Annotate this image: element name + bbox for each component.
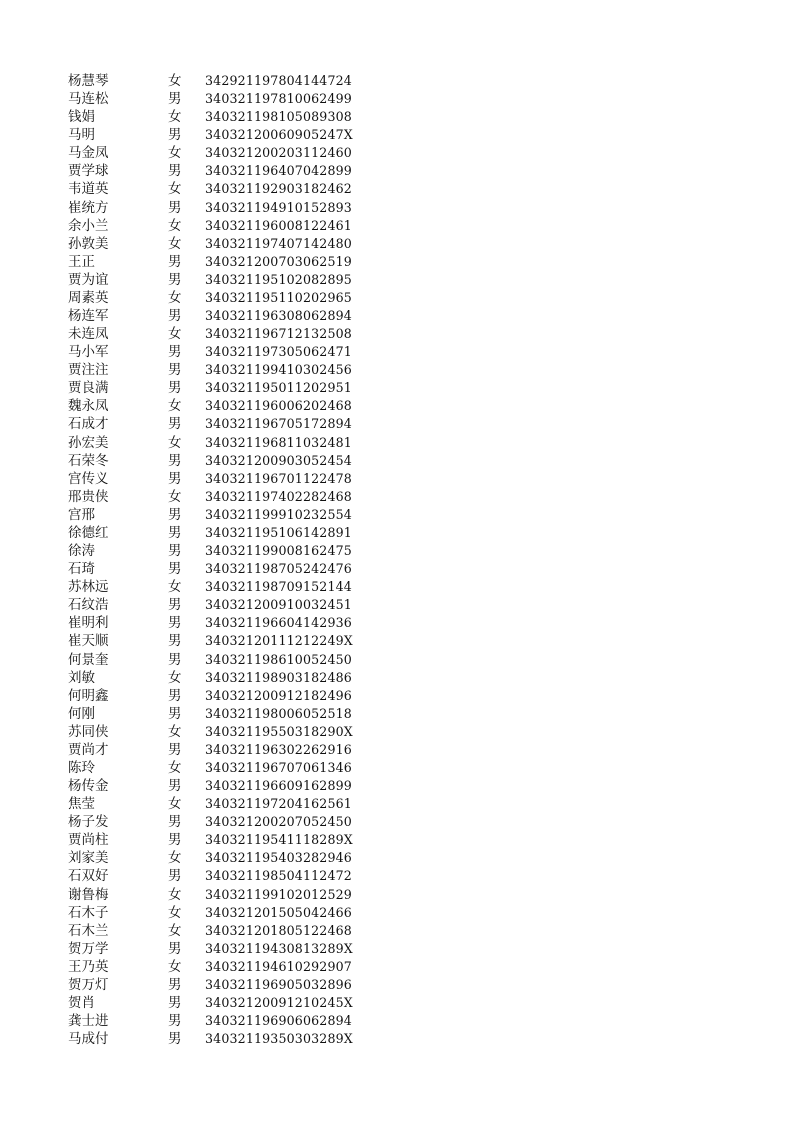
record-row — [0, 741, 793, 759]
person-gender: 女 — [168, 579, 182, 596]
person-id-number: 340321196308062894 — [205, 308, 352, 324]
person-name: 苏同侠 — [68, 723, 109, 740]
person-name: 未连凤 — [68, 326, 109, 343]
person-id-number: 340321196006202468 — [205, 398, 352, 414]
person-id-number: 340321196302262916 — [205, 741, 352, 757]
person-gender: 男 — [168, 705, 182, 722]
person-id-number: 340321200703062519 — [205, 253, 352, 269]
person-gender: 男 — [168, 470, 182, 487]
record-row — [0, 1012, 793, 1030]
person-gender: 男 — [168, 91, 182, 108]
record-row — [0, 669, 793, 687]
person-id-number: 342921197804144724 — [205, 73, 352, 88]
person-name: 魏永凤 — [68, 398, 109, 415]
person-name: 杨子发 — [68, 814, 109, 831]
person-gender: 男 — [168, 597, 182, 614]
person-name: 贺万学 — [68, 940, 109, 957]
person-gender: 女 — [168, 759, 182, 776]
record-row — [0, 1030, 793, 1048]
person-id-number: 34032119550318290X — [205, 723, 353, 739]
person-name: 宫传义 — [68, 470, 109, 487]
person-gender: 男 — [168, 344, 182, 361]
record-row — [0, 271, 793, 289]
record-row — [0, 180, 793, 198]
record-row — [0, 379, 793, 397]
person-id-number: 340321196604142936 — [205, 615, 352, 631]
record-row — [0, 72, 793, 90]
person-name: 钱娟 — [68, 109, 95, 126]
record-row — [0, 831, 793, 849]
person-name: 崔明利 — [68, 615, 109, 632]
person-id-number: 340321197204162561 — [205, 796, 352, 812]
person-id-number: 340321195403282946 — [205, 850, 352, 866]
record-row — [0, 415, 793, 433]
person-name: 龚士进 — [68, 1013, 109, 1030]
person-gender: 男 — [168, 416, 182, 433]
record-row — [0, 126, 793, 144]
person-name: 石琦 — [68, 561, 95, 578]
person-name: 贾尚柱 — [68, 832, 109, 849]
person-gender: 男 — [168, 561, 182, 578]
record-row — [0, 289, 793, 307]
person-name: 贺万灯 — [68, 976, 109, 993]
person-id-number: 340321200912182496 — [205, 687, 352, 703]
person-name: 徐德红 — [68, 524, 109, 541]
person-name: 崔天顺 — [68, 633, 109, 650]
person-gender: 女 — [168, 217, 182, 234]
person-gender: 男 — [168, 778, 182, 795]
person-name: 杨慧琴 — [68, 73, 109, 89]
person-name: 马成付 — [68, 1031, 109, 1048]
record-row — [0, 434, 793, 452]
person-name: 焦莹 — [68, 796, 95, 813]
person-gender: 男 — [168, 524, 182, 541]
person-name: 何明鑫 — [68, 687, 109, 704]
person-gender: 女 — [168, 326, 182, 343]
person-gender: 男 — [168, 1013, 182, 1030]
record-row — [0, 542, 793, 560]
person-name: 崔统方 — [68, 199, 109, 216]
person-gender: 男 — [168, 832, 182, 849]
person-id-number: 34032120091210245X — [205, 994, 353, 1010]
record-row — [0, 886, 793, 904]
record-row — [0, 361, 793, 379]
person-id-number: 340321198006052518 — [205, 705, 352, 721]
person-name: 孙宏美 — [68, 434, 109, 451]
person-gender: 女 — [168, 723, 182, 740]
person-name: 杨连军 — [68, 308, 109, 325]
record-row — [0, 759, 793, 777]
record-row — [0, 849, 793, 867]
person-gender: 男 — [168, 687, 182, 704]
person-id-number: 34032119430813289X — [205, 940, 353, 956]
person-id-number: 340321196705172894 — [205, 416, 352, 432]
person-id-number: 340321194910152893 — [205, 199, 352, 215]
record-row — [0, 524, 793, 542]
person-name: 贾为谊 — [68, 271, 109, 288]
person-name: 陈玲 — [68, 759, 95, 776]
record-row — [0, 506, 793, 524]
person-name: 贺肖 — [68, 994, 95, 1011]
person-gender: 女 — [168, 904, 182, 921]
record-row — [0, 651, 793, 669]
person-gender: 女 — [168, 958, 182, 975]
person-name: 石荣冬 — [68, 452, 109, 469]
person-id-number: 340321197810062499 — [205, 91, 352, 107]
person-gender: 男 — [168, 308, 182, 325]
person-gender: 男 — [168, 362, 182, 379]
person-gender: 女 — [168, 922, 182, 939]
person-name: 马连松 — [68, 91, 109, 108]
record-row — [0, 632, 793, 650]
person-name: 王乃英 — [68, 958, 109, 975]
person-name: 贾良满 — [68, 380, 109, 397]
record-row — [0, 560, 793, 578]
record-row — [0, 108, 793, 126]
person-id-number: 34032120111212249X — [205, 633, 353, 649]
record-row — [0, 687, 793, 705]
person-id-number: 340321196701122478 — [205, 470, 352, 486]
person-id-number: 340321201505042466 — [205, 904, 352, 920]
person-gender: 男 — [168, 814, 182, 831]
record-row — [0, 343, 793, 361]
person-name: 石成才 — [68, 416, 109, 433]
person-id-number: 340321195102082895 — [205, 271, 352, 287]
person-id-number: 340321199008162475 — [205, 543, 352, 559]
person-id-number: 34032119541118289X — [205, 832, 353, 848]
person-gender: 男 — [168, 741, 182, 758]
person-id-number: 340321201805122468 — [205, 922, 352, 938]
person-gender: 男 — [168, 199, 182, 216]
person-id-number: 340321196811032481 — [205, 434, 352, 450]
person-id-number: 340321196008122461 — [205, 217, 352, 233]
person-name: 贾尚才 — [68, 741, 109, 758]
person-id-number: 340321194610292907 — [205, 958, 352, 974]
person-id-number: 340321198105089308 — [205, 109, 352, 125]
person-gender: 男 — [168, 163, 182, 180]
person-id-number: 340321198705242476 — [205, 561, 352, 577]
record-row — [0, 867, 793, 885]
person-gender: 男 — [168, 506, 182, 523]
person-name: 贾注注 — [68, 362, 109, 379]
person-gender: 女 — [168, 488, 182, 505]
person-id-number: 340321192903182462 — [205, 181, 352, 197]
person-gender: 男 — [168, 1031, 182, 1048]
record-row — [0, 397, 793, 415]
person-name: 谢鲁梅 — [68, 886, 109, 903]
person-name: 石木兰 — [68, 922, 109, 939]
person-name: 余小兰 — [68, 217, 109, 234]
person-name: 石木子 — [68, 904, 109, 921]
person-name: 苏林远 — [68, 579, 109, 596]
person-id-number: 340321198903182486 — [205, 669, 352, 685]
record-row — [0, 922, 793, 940]
person-id-number: 340321196712132508 — [205, 326, 352, 342]
person-id-number: 340321200203112460 — [205, 145, 352, 161]
person-id-number: 340321195110202965 — [205, 289, 352, 305]
person-name: 邢贵侠 — [68, 488, 109, 505]
record-row — [0, 578, 793, 596]
record-row — [0, 217, 793, 235]
person-name: 孙敦美 — [68, 235, 109, 252]
person-id-number: 340321197305062471 — [205, 344, 352, 360]
record-row — [0, 325, 793, 343]
record-row — [0, 614, 793, 632]
person-name: 石纹浩 — [68, 597, 109, 614]
person-id-number: 340321200903052454 — [205, 452, 352, 468]
person-gender: 女 — [168, 145, 182, 162]
record-row — [0, 162, 793, 180]
person-name: 何刚 — [68, 705, 95, 722]
record-row — [0, 813, 793, 831]
person-gender: 男 — [168, 380, 182, 397]
person-gender: 女 — [168, 796, 182, 813]
person-id-number: 340321198709152144 — [205, 579, 352, 595]
person-id-number: 340321196905032896 — [205, 976, 352, 992]
record-row — [0, 976, 793, 994]
record-row — [0, 596, 793, 614]
record-row — [0, 199, 793, 217]
person-gender: 男 — [168, 271, 182, 288]
record-row — [0, 144, 793, 162]
person-id-number: 340321195106142891 — [205, 524, 352, 540]
person-id-number: 340321199102012529 — [205, 886, 352, 902]
record-row — [0, 994, 793, 1012]
person-id-number: 340321198504112472 — [205, 868, 352, 884]
person-id-number: 340321196707061346 — [205, 759, 352, 775]
record-row — [0, 723, 793, 741]
person-id-number: 340321197402282468 — [205, 488, 352, 504]
person-gender: 女 — [168, 886, 182, 903]
person-id-number: 340321197407142480 — [205, 235, 352, 251]
person-gender: 女 — [168, 73, 182, 89]
person-gender: 女 — [168, 181, 182, 198]
person-id-number: 340321199910232554 — [205, 506, 352, 522]
record-row — [0, 90, 793, 108]
person-name: 何景奎 — [68, 651, 109, 668]
person-name: 贾学球 — [68, 163, 109, 180]
person-gender: 女 — [168, 289, 182, 306]
person-id-number: 340321196407042899 — [205, 163, 352, 179]
record-list — [0, 72, 793, 1048]
person-name: 刘敏 — [68, 669, 95, 686]
record-row — [0, 235, 793, 253]
person-name: 马小军 — [68, 344, 109, 361]
person-name: 宫邢 — [68, 506, 95, 523]
record-row — [0, 470, 793, 488]
person-gender: 男 — [168, 253, 182, 270]
person-name: 刘家美 — [68, 850, 109, 867]
record-row — [0, 705, 793, 723]
record-row — [0, 253, 793, 271]
person-id-number: 340321200207052450 — [205, 814, 352, 830]
person-name: 马明 — [68, 127, 95, 144]
person-gender: 女 — [168, 669, 182, 686]
person-id-number: 340321200910032451 — [205, 597, 352, 613]
person-id-number: 34032120060905247X — [205, 127, 353, 143]
person-gender: 男 — [168, 651, 182, 668]
record-row — [0, 488, 793, 506]
person-name: 韦道英 — [68, 181, 109, 198]
person-gender: 男 — [168, 615, 182, 632]
person-gender: 男 — [168, 127, 182, 144]
person-name: 徐涛 — [68, 543, 95, 560]
person-name: 马金凤 — [68, 145, 109, 162]
person-id-number: 34032119350303289X — [205, 1031, 353, 1047]
record-row — [0, 958, 793, 976]
person-gender: 女 — [168, 398, 182, 415]
person-gender: 男 — [168, 940, 182, 957]
record-row — [0, 777, 793, 795]
person-gender: 男 — [168, 868, 182, 885]
person-gender: 男 — [168, 543, 182, 560]
person-id-number: 340321196906062894 — [205, 1013, 352, 1029]
person-gender: 女 — [168, 235, 182, 252]
person-id-number: 340321196609162899 — [205, 778, 352, 794]
record-row — [0, 307, 793, 325]
person-name: 杨传金 — [68, 778, 109, 795]
person-gender: 女 — [168, 434, 182, 451]
person-gender: 男 — [168, 633, 182, 650]
record-row — [0, 452, 793, 470]
person-gender: 男 — [168, 452, 182, 469]
person-gender: 女 — [168, 109, 182, 126]
record-row — [0, 904, 793, 922]
person-gender: 男 — [168, 994, 182, 1011]
person-name: 周素英 — [68, 289, 109, 306]
person-name: 石双好 — [68, 868, 109, 885]
person-id-number: 340321199410302456 — [205, 362, 352, 378]
person-name: 王正 — [68, 253, 95, 270]
person-gender: 男 — [168, 976, 182, 993]
record-row — [0, 940, 793, 958]
record-row — [0, 795, 793, 813]
person-gender: 女 — [168, 850, 182, 867]
person-id-number: 340321195011202951 — [205, 380, 352, 396]
person-id-number: 340321198610052450 — [205, 651, 352, 667]
